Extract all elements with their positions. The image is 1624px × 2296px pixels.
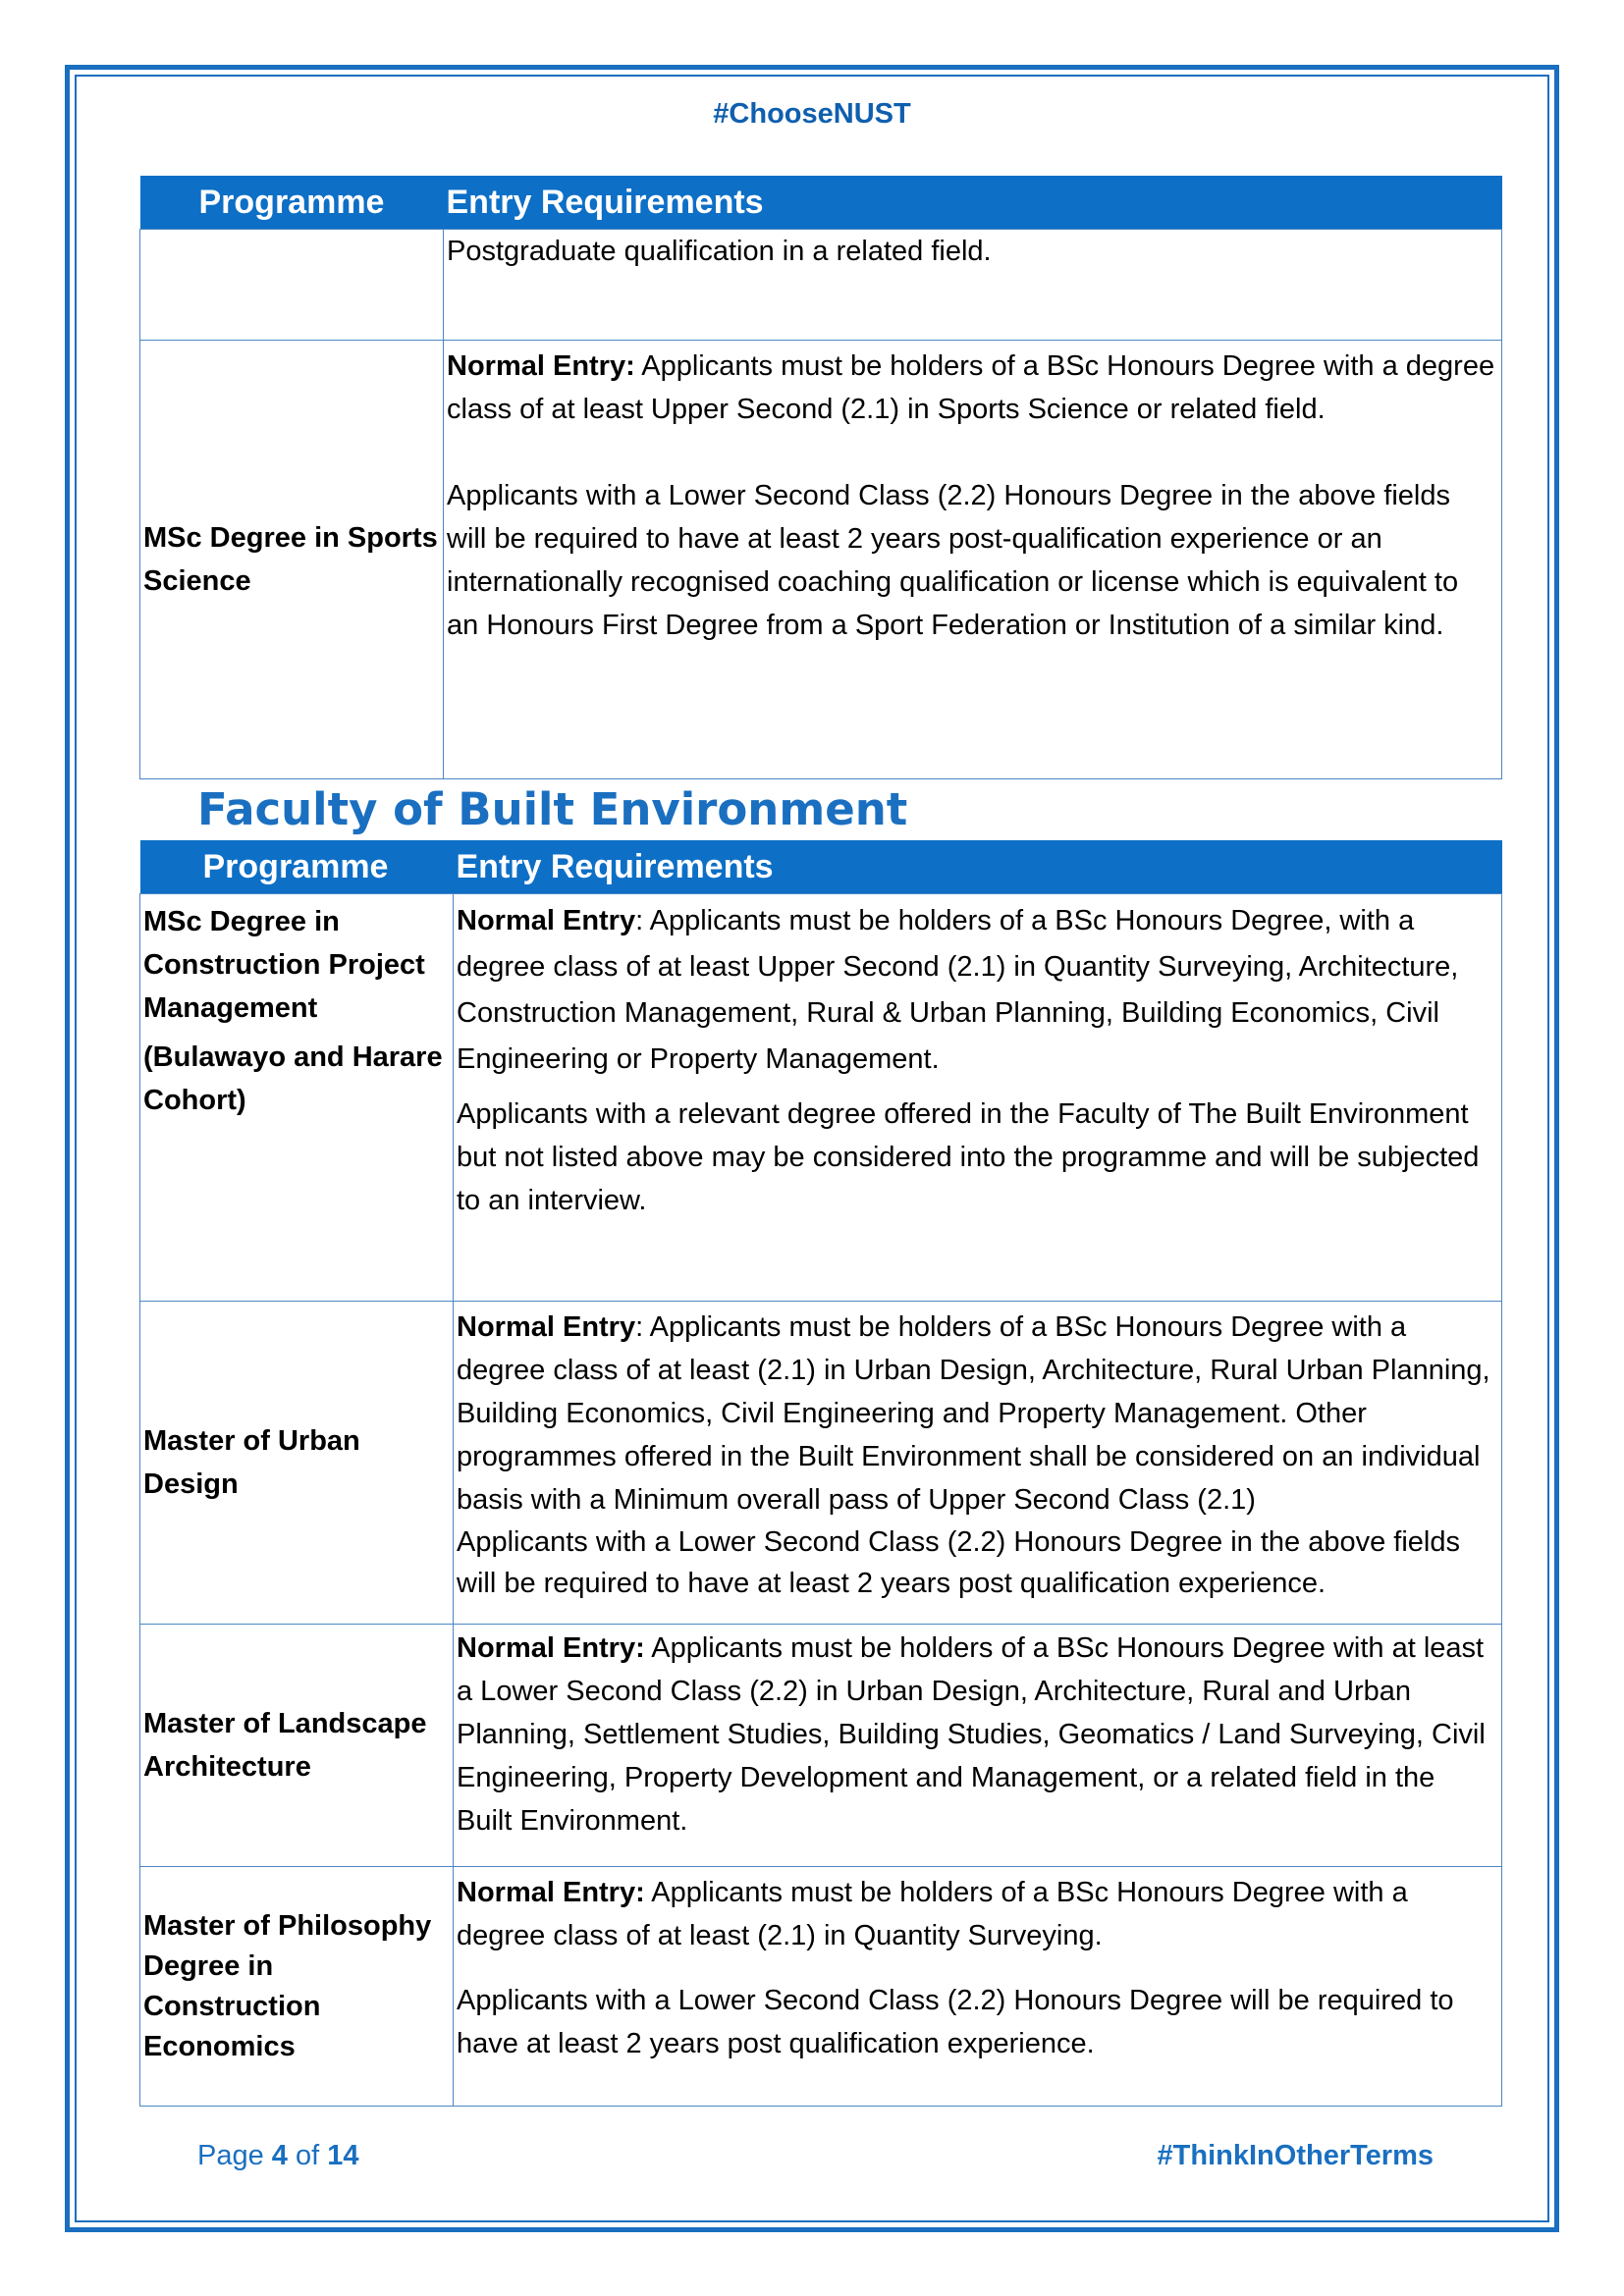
additional-requirement-text: Applicants with a relevant degree offered in the Faculty of The Built Environment but not listed above may be considered into the programme and will be subjected to an interview. (457, 1098, 1480, 1216)
header-hashtag: #ChooseNUST (713, 98, 911, 130)
requirements-cell (454, 1302, 1502, 1625)
requirements-cell (444, 341, 1502, 779)
table-row (140, 894, 1502, 1302)
normal-entry-paragraph (457, 898, 1497, 1083)
requirements-cell (454, 1625, 1502, 1867)
normal-entry-label: Normal Entry (457, 1311, 636, 1343)
programme-cell (140, 341, 444, 779)
column-header-requirements: Entry Requirements (454, 840, 1502, 894)
additional-requirement-text: Applicants with a Lower Second Class (2.2) Honours Degree will be required to have at least 2 years post qualification experience. (457, 1985, 1454, 2059)
normal-entry-label: Normal Entry: (457, 1877, 645, 1908)
programme-cell-empty (140, 230, 444, 341)
requirements-cell (454, 894, 1502, 1302)
requirements-cell (454, 1867, 1502, 2107)
page-number (197, 2140, 359, 2172)
page-current: 4 (271, 2140, 288, 2171)
page-of: of (287, 2140, 328, 2171)
programme-cell (140, 894, 454, 1302)
normal-entry-paragraph (447, 345, 1497, 431)
normal-entry-text: Applicants must be holders of a BSc Honours Degree with a degree class of at least (2.1) in Quantity Surveying. (457, 1877, 1408, 1951)
normal-entry-label: Normal Entry: (457, 1632, 645, 1664)
programme-name: Master of Urban Design (143, 1425, 360, 1500)
table-row (140, 230, 1502, 341)
table-row (140, 1625, 1502, 1867)
faculty-heading: Faculty of Built Environment (197, 783, 908, 835)
table-row (140, 1302, 1502, 1625)
requirements-table-2 (139, 840, 1502, 2107)
normal-entry-paragraph (457, 1306, 1497, 1522)
normal-entry-label: Normal Entry (457, 905, 636, 936)
table-header-row (140, 840, 1502, 894)
footer-hashtag: #ThinkInOtherTerms (1157, 2140, 1434, 2171)
normal-entry-text: : Applicants must be holders of a BSc Honours Degree with a degree class of at least (2.1) in Urban Design, Architecture, Rural Urban Planning, Building Economics, Civil Engineering and Property Management. Other programmes offered in the Built Environment shall be considered on an individual basis with a Minimum overall pass of Upper Second Class (2.1) (457, 1311, 1490, 1516)
programme-name: MSc Degree in Sports Science (143, 522, 438, 597)
page-prefix: Page (197, 2140, 272, 2171)
normal-entry-text: : Applicants must be holders of a BSc Honours Degree, with a degree class of at least Upper Second (2.1) in Quantity Surveying, Architecture, Construction Management, Rural & Urban Planning, Building Economics, Civil Engineering or Property Management. (457, 905, 1459, 1075)
programme-name: Master of Philosophy Degree in Construction Economics (143, 1909, 432, 2062)
page-total: 14 (327, 2140, 359, 2171)
additional-requirement-text: Applicants with a Lower Second Class (2.2) Honours Degree in the above fields will be required to have at least 2 years post-qualification experience or an internationally recognised coaching qualification or license which is equivalent to an Honours First Degree from a Sport Federation or Institution of a similar kind. (447, 480, 1459, 641)
normal-entry-text: Applicants must be holders of a BSc Honours Degree with at least a Lower Second Class (2.2) in Urban Design, Architecture, Rural and Urban Planning, Settlement Studies, Building Studies, Geomatics / Land Surveying, Civil Engineering, Property Development and Management, or a related field in the Built Environment. (457, 1632, 1486, 1837)
programme-name: MSc Degree in Construction Project Management (143, 906, 425, 1024)
programme-cell (140, 1625, 454, 1867)
column-header-programme: Programme (140, 840, 454, 894)
table-row (140, 1867, 1502, 2107)
table-row (140, 341, 1502, 779)
requirements-cell (444, 230, 1502, 341)
programme-cell (140, 1302, 454, 1625)
normal-entry-label: Normal Entry: (447, 350, 635, 382)
column-header-requirements: Entry Requirements (444, 176, 1502, 230)
normal-entry-paragraph (457, 1627, 1497, 1842)
programme-name: Master of Landscape Architecture (143, 1708, 427, 1783)
programme-cell (140, 1867, 454, 2107)
column-header-programme: Programme (140, 176, 444, 230)
additional-requirement-text: Applicants with a Lower Second Class (2.2) Honours Degree in the above fields will be required to have at least 2 years post qualification experience. (457, 1526, 1460, 1599)
requirement-text: Postgraduate qualification in a related field. (447, 236, 992, 267)
normal-entry-paragraph (457, 1871, 1497, 1957)
table-header-row (140, 176, 1502, 230)
programme-note: (Bulawayo and Harare Cohort) (143, 1041, 443, 1116)
requirements-table-1 (139, 176, 1502, 779)
normal-entry-text: Applicants must be holders of a BSc Honours Degree with a degree class of at least Upper Second (2.1) in Sports Science or related field. (447, 350, 1495, 425)
